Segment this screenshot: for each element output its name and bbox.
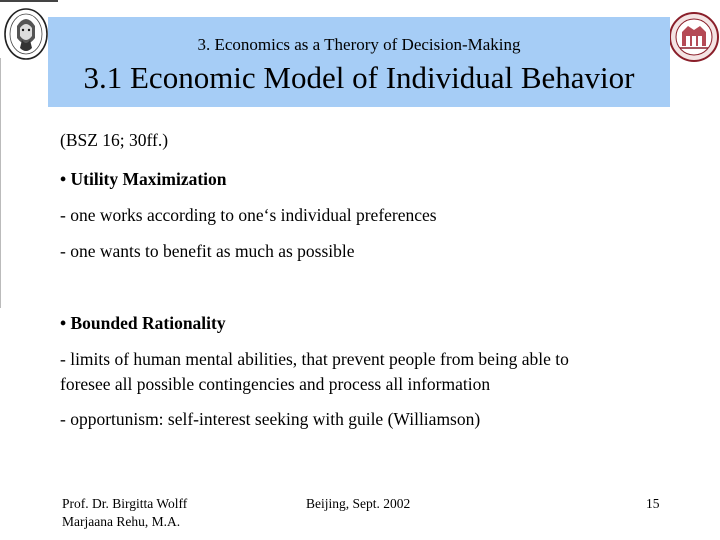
university-seal-icon [668, 8, 720, 66]
slide-title: 3.1 Economic Model of Individual Behavior [83, 60, 635, 95]
bullet-line: - one works according to one‘s individual preferences [60, 205, 437, 225]
slide-subtitle: 3. Economics as a Therory of Decision-Making [197, 35, 521, 54]
portrait-seal-icon [2, 4, 50, 62]
footer-author-line: Marjaana Rehu, M.A. [62, 514, 181, 529]
bullet-line: - opportunism: self-interest seeking with guile (Williamson) [60, 409, 481, 429]
footer-author-line: Prof. Dr. Birgitta Wolff [62, 496, 188, 511]
bullet-line: - limits of human mental abilities, that prevent people from being able to [60, 349, 569, 369]
section-heading-bounded: • Bounded Rationality [60, 313, 226, 333]
corner-rule [0, 0, 58, 2]
bullet-line: - one wants to benefit as much as possible [60, 241, 355, 261]
page-number: 15 [646, 496, 660, 511]
footer-author [62, 495, 187, 531]
footer-place-date: Beijing, Sept. 2002 [306, 496, 411, 511]
left-edge-line [0, 58, 1, 308]
bullet-line-continued: foresee all possible contingencies and process all information [60, 374, 491, 394]
section-heading-utility: • Utility Maximization [60, 169, 227, 189]
title-banner [48, 17, 670, 107]
reference-text: (BSZ 16; 30ff.) [60, 130, 169, 150]
